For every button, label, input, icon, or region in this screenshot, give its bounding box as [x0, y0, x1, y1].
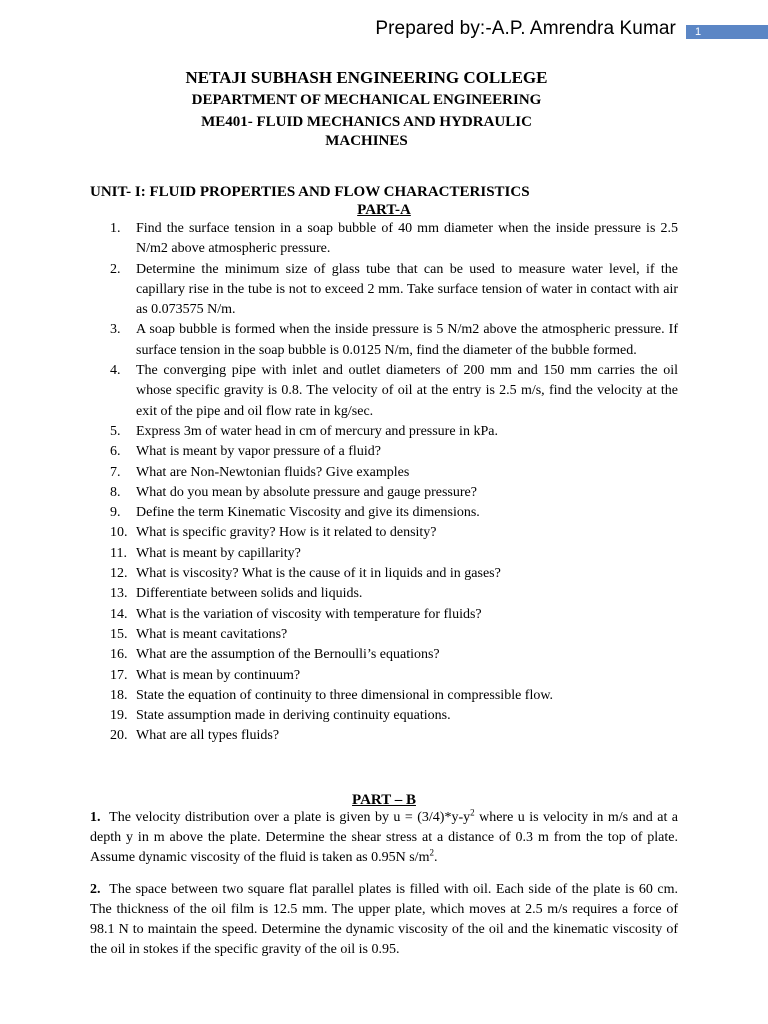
- question-text: A soap bubble is formed when the inside pressure is 5 N/m2 above the atmospheric pressure. If surface tension in the soap bubble is 0.0125 N/m, find the diameter of the bubble formed.: [136, 322, 678, 358]
- part-a-heading: PART-A: [357, 202, 411, 218]
- question-item: [110, 584, 678, 604]
- question-text: where u is velocity in m/s and at a depth y in m above the plate. Determine the shear stress at a distance of 0.3 m from the top of plate. Assume dynamic viscosity of the fluid is taken as 0.95N s/m: [90, 810, 679, 865]
- question-text: The velocity distribution over a plate is given by u = (3/4)*y-y: [109, 810, 471, 825]
- part-b-question-1: [90, 808, 678, 868]
- course-title-line1: ME401- FLUID MECHANICS AND HYDRAULIC: [201, 114, 532, 130]
- question-text: Define the term Kinematic Viscosity and give its dimensions.: [136, 505, 480, 521]
- question-item: [110, 544, 678, 564]
- question-text: What do you mean by absolute pressure and gauge pressure?: [136, 484, 477, 500]
- question-number: 7.: [110, 464, 121, 480]
- page-number-tab: 1: [686, 25, 768, 39]
- course-title-line2: MACHINES: [325, 133, 408, 149]
- question-text: The space between two square flat parallel plates is filled with oil. Each side of the plate is 60 cm. The thickness of the oil film is 12.5 mm. The upper plate, which moves at 2.5 m/s requires a force of 98.1 N to maintain the speed. Determine the dynamic viscosity of the oil and the kinematic viscosity of the oil in stokes if the specific gravity of the oil is 0.95.: [90, 882, 678, 957]
- question-text: Differentiate between solids and liquids.: [136, 586, 363, 602]
- question-text: The converging pipe with inlet and outlet diameters of 200 mm and 150 mm carries the oil whose specific gravity is 0.8. The velocity of oil at the entry is 2.5 m/s, find the velocity at the exit of the pipe and oil flow rate in kg/sec.: [136, 363, 678, 419]
- superscript: 2: [470, 807, 475, 818]
- question-item: [110, 625, 678, 645]
- course-title: [0, 113, 733, 151]
- question-item: [110, 523, 678, 543]
- question-item: [110, 442, 678, 462]
- question-number: 19.: [110, 708, 128, 724]
- question-text: Find the surface tension in a soap bubble of 40 mm diameter when the inside pressure is 2.5 N/m2 above atmospheric pressure.: [136, 221, 678, 257]
- question-item: [110, 260, 678, 321]
- question-number: 9.: [110, 505, 121, 521]
- question-number: 11.: [110, 545, 127, 561]
- question-item: [110, 483, 678, 503]
- part-b-question-2: [90, 880, 678, 960]
- question-item: [110, 564, 678, 584]
- question-number: 8.: [110, 484, 121, 500]
- question-text: What are Non-Newtonian fluids? Give examples: [136, 464, 410, 480]
- question-item: [110, 666, 678, 686]
- question-text: State assumption made in deriving continuity equations.: [136, 708, 451, 724]
- question-item: [110, 706, 678, 726]
- question-text: What is the variation of viscosity with temperature for fluids?: [136, 606, 482, 622]
- question-text: Determine the minimum size of glass tube that can be used to measure water level, if the capillary rise in the tube is not to exceed 2 mm. Take surface tension of water in contact with air as 0.073575 N/m.: [136, 261, 678, 318]
- question-number: 17.: [110, 667, 128, 683]
- superscript: 2: [429, 847, 434, 858]
- question-number: 15.: [110, 626, 128, 642]
- question-item: [110, 320, 678, 361]
- question-number: 20.: [110, 728, 128, 744]
- question-number: 1.: [110, 221, 121, 236]
- question-text: What is meant cavitations?: [136, 626, 288, 642]
- question-item: [110, 219, 678, 260]
- prepared-by-text: Prepared by:-A.P. Amrendra Kumar: [375, 18, 676, 39]
- question-number: 2.: [90, 882, 101, 897]
- question-text: What is mean by continuum?: [136, 667, 301, 683]
- question-text: What is meant by vapor pressure of a fluid?: [136, 444, 381, 460]
- question-text: What are the assumption of the Bernoulli’s equations?: [136, 647, 440, 663]
- question-number: 5.: [110, 423, 121, 439]
- question-text: What is viscosity? What is the cause of it in liquids and in gases?: [136, 566, 501, 582]
- question-item: [110, 726, 678, 746]
- question-text: Express 3m of water head in cm of mercury and pressure in kPa.: [136, 423, 498, 439]
- question-item: [110, 503, 678, 523]
- question-number: 14.: [110, 606, 128, 622]
- part-a-question-list: [110, 219, 678, 747]
- part-b-heading: PART – B: [352, 792, 416, 808]
- unit-heading: UNIT- I: FLUID PROPERTIES AND FLOW CHARACTERISTICS: [90, 184, 530, 200]
- question-number: 18.: [110, 687, 128, 703]
- question-number: 16.: [110, 647, 128, 663]
- question-item: [110, 463, 678, 483]
- question-text: What are all types fluids?: [136, 728, 280, 744]
- question-item: [110, 605, 678, 625]
- question-text: What is specific gravity? How is it related to density?: [136, 525, 437, 541]
- department-name: DEPARTMENT OF MECHANICAL ENGINEERING: [191, 92, 542, 108]
- question-item: [110, 645, 678, 665]
- question-number: 12.: [110, 566, 128, 582]
- question-text: State the equation of continuity to three dimensional in compressible flow.: [136, 687, 554, 703]
- college-name: NETAJI SUBHASH ENGINEERING COLLEGE: [185, 68, 548, 87]
- question-number: 6.: [110, 444, 121, 460]
- question-number: 2.: [110, 261, 121, 277]
- question-text: .: [433, 850, 438, 865]
- question-item: [110, 422, 678, 442]
- question-item: [110, 686, 678, 706]
- question-text: What is meant by capillarity?: [136, 545, 301, 561]
- question-number: 3.: [110, 322, 121, 338]
- question-item: [110, 361, 678, 422]
- question-number: 10.: [110, 525, 128, 541]
- question-number: 13.: [110, 586, 128, 602]
- question-number: 4.: [110, 363, 121, 379]
- question-number: 1.: [90, 810, 101, 825]
